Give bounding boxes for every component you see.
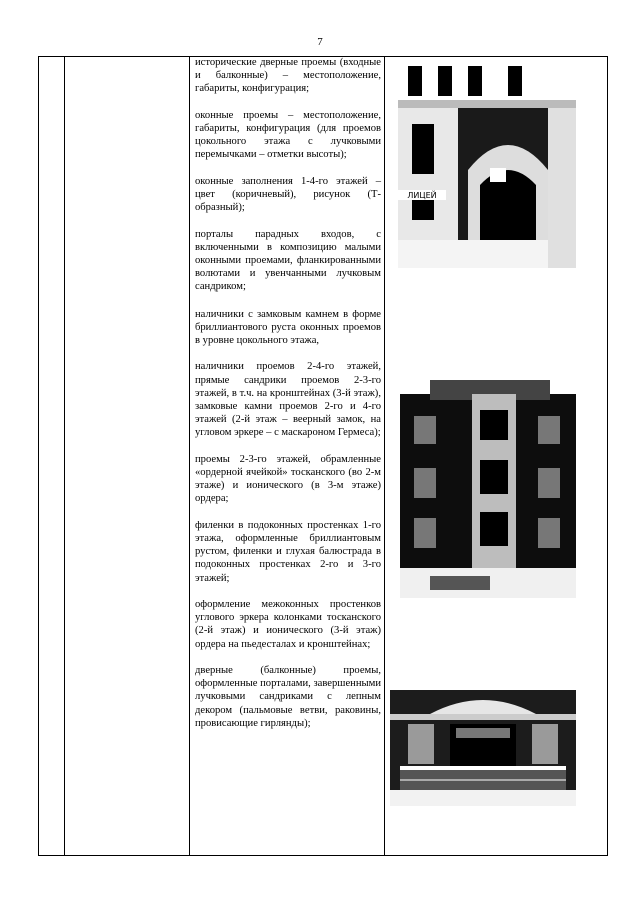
paragraph-bay-piers: оформление межоконных простенков углового эркера колонками тосканского (2-й этаж) и ионического (3-й этаж) ордера на пьедесталах и кронштейнах; — [195, 599, 381, 650]
page-number: 7 — [317, 36, 323, 48]
paragraph-panels: филенки в подоконных простенках 1-го этажа, оформленные бриллиантовым рустом, филенки и глухая балюстрада в подоконных простенках 2-го и 3-го этажей; — [195, 519, 381, 584]
entrance-sign: ЛИЦЕЙ — [407, 191, 437, 200]
column-divider-2 — [189, 57, 190, 855]
photo-corner-bay — [400, 372, 576, 598]
paragraph-balcony-doors: дверные (балконные) проемы, оформленные порталами, завершенными лучковыми сандриками с лепным декором (пальмовые ветви, раковины, провисающие гирлянды); — [195, 665, 381, 729]
column-divider-1 — [64, 57, 65, 855]
paragraph-basement-frames: наличники с замковым камнем в форме бриллиантового руста оконных проемов в уровне цокольного этажа, — [195, 308, 381, 347]
photo-entrance-portal — [398, 60, 576, 268]
paragraph-window-fillings: оконные заполнения 1-4-го этажей – цвет (коричневый), рисунок (Т-образный); — [195, 175, 381, 214]
photo-balcony-portal-image — [390, 690, 576, 806]
paragraph-portals: порталы парадных входов, с включенными в композицию малыми оконными проемами, фланкированными волютами и увенчанными лучковым сандриком; — [195, 228, 381, 293]
photo-corner-bay-image — [400, 372, 576, 598]
photo-entrance-portal-image — [398, 60, 576, 268]
paragraph-order-cells: проемы 2-3-го этажей, обрамленные «ордерной ячейкой» тосканского (во 2-м этаже) и ионического (в 3-м этаже) ордера; — [195, 453, 381, 505]
photo-balcony-portal — [390, 690, 576, 806]
paragraph-upper-frames: наличники проемов 2-4-го этажей, прямые сандрики проемов 2-3-го этажей, в т.ч. на кронштейнах (3-й этаж), замковые камни проемов 2-го и 4-го этажей (2-й этаж – веерный замок, на угловом эркере – с маскароном Гермеса); — [195, 361, 381, 439]
elements-text-column — [195, 56, 381, 743]
column-divider-3 — [384, 57, 385, 855]
paragraph-window-openings: оконные проемы – местоположение, габариты, конфигурация (для проемов цокольного этажа с лучковыми перемычками – отметки высоты); — [195, 109, 381, 161]
paragraph-doorways: исторические дверные проемы (входные и балконные) – местоположение, габариты, конфигурация; — [195, 57, 381, 95]
